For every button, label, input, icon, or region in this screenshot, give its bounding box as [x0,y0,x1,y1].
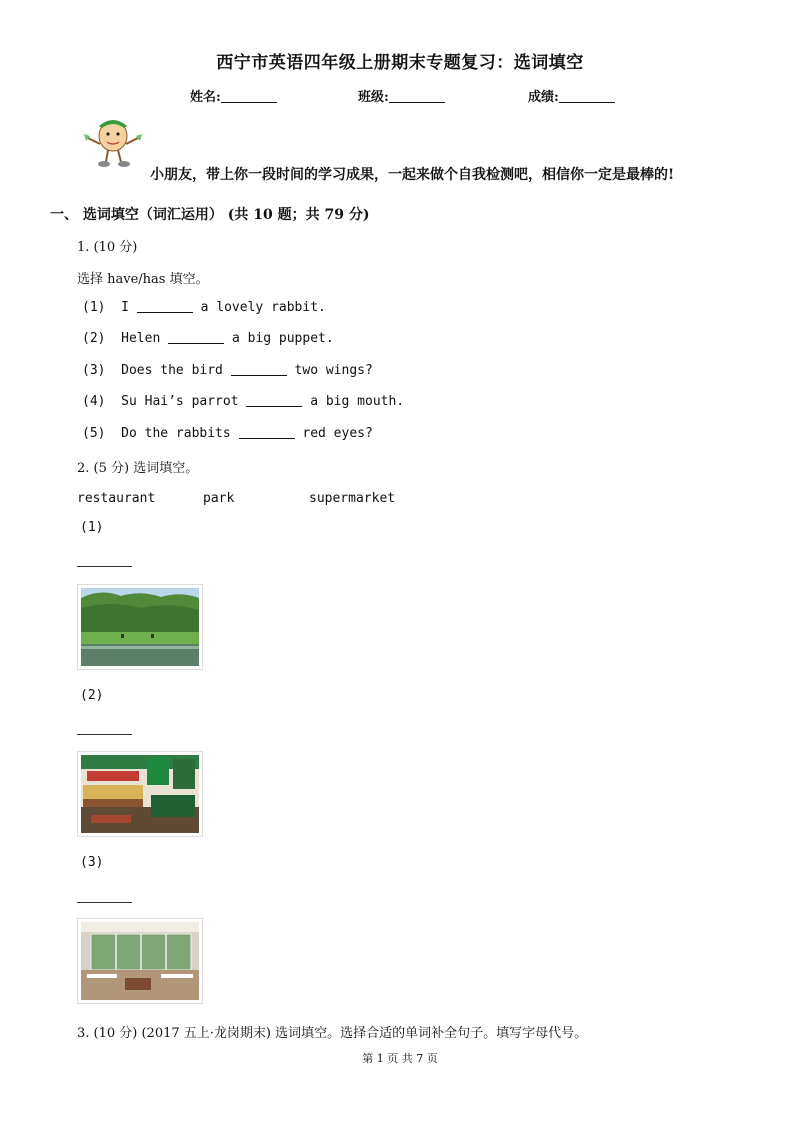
q2-header: 2. (5 分) 选词填空。 [77,461,199,476]
q1-item-5 [82,426,373,441]
q1-item-4 [82,394,404,409]
class-label: 班级: [358,90,389,105]
item-after: a lovely rabbit. [200,300,326,315]
q2-answer-line-2[interactable] [77,734,132,735]
q1-instruction: 选择 have/has 填空。 [77,272,209,287]
answer-blank[interactable] [137,300,193,313]
item-number: (4) [82,394,106,409]
item-after: a big mouth. [310,394,405,409]
q2-answer-line-3[interactable] [77,902,132,903]
item-number: (3) [82,363,106,378]
item-number: (2) [82,331,106,346]
word-bank-supermarket: supermarket [309,491,396,506]
item-number: (5) [82,426,106,441]
q2-answer-line-1[interactable] [77,566,132,567]
q1-item-2 [82,331,334,346]
item-before: Helen [121,331,161,346]
section-heading: 一、 选词填空（词汇运用） (共 10 题；共 79 分) [50,207,370,223]
class-field[interactable] [358,86,445,105]
item-before: Do the rabbits [121,426,231,441]
q3-header: 3. (10 分) (2017 五上·龙岗期末) 选词填空。选择合适的单词补全句子。填写字母代号。 [77,1026,588,1041]
item-after: red eyes? [302,426,373,441]
encouragement-text: 小朋友，带上你一段时间的学习成果，一起来做个自我检测吧，相信你一定是最棒的! [150,167,675,183]
score-blank[interactable] [559,89,615,103]
name-blank[interactable] [221,89,277,103]
word-bank-restaurant: restaurant [77,491,156,506]
q1-item-1 [82,300,326,315]
restaurant-photo-icon [81,922,199,1000]
answer-blank[interactable] [168,331,224,344]
page-title: 西宁市英语四年级上册期末专题复习：选词填空 [216,53,584,73]
page-footer: 第 1 页 共 7 页 [362,1052,438,1065]
park-photo [77,584,203,670]
supermarket-photo [77,751,203,837]
item-before: Does the bird [121,363,223,378]
score-label: 成绩: [528,90,559,105]
q2-sub-2: (2) [80,688,104,703]
item-after: a big puppet. [231,331,334,346]
item-number: (1) [82,300,106,315]
name-label: 姓名: [190,90,221,105]
answer-blank[interactable] [231,363,287,376]
supermarket-photo-icon [81,755,199,833]
q2-sub-3: (3) [80,855,104,870]
name-field[interactable] [190,86,277,105]
class-blank[interactable] [389,89,445,103]
student-info-row [0,86,800,106]
park-photo-icon [81,588,199,666]
mascot-icon [80,114,146,172]
item-before: Su Hai’s parrot [121,394,239,409]
answer-blank[interactable] [246,394,302,407]
restaurant-photo [77,918,203,1004]
q2-sub-1: (1) [80,520,104,535]
q1-item-3 [82,363,373,378]
score-field[interactable] [528,86,615,105]
item-before: I [121,300,129,315]
answer-blank[interactable] [239,426,295,439]
word-bank-park: park [203,491,235,506]
q1-header: 1. (10 分) [77,240,138,255]
item-after: two wings? [294,363,373,378]
